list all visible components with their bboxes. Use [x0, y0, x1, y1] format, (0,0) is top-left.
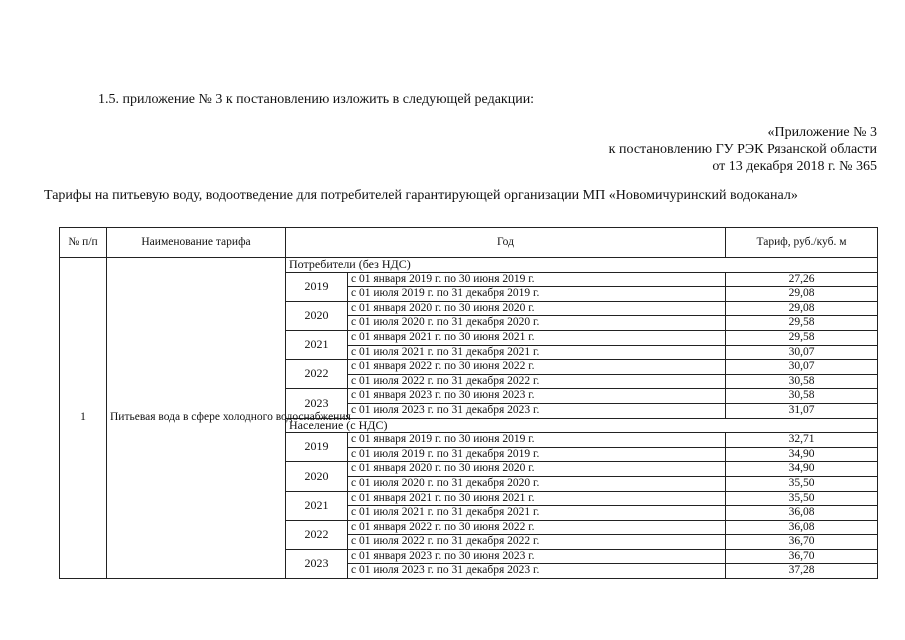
- tariff-value-cell: 36,70: [726, 535, 878, 550]
- amendment-intro: 1.5. приложение № 3 к постановлению изложить в следующей редакции:: [98, 92, 535, 107]
- period-cell: с 01 января 2023 г. по 30 июня 2023 г.: [348, 389, 726, 404]
- year-cell: 2021: [286, 330, 348, 359]
- tariff-value-cell: 30,58: [726, 374, 878, 389]
- appendix-header: [609, 124, 877, 175]
- header-tariff-value: Тариф, руб./куб. м: [726, 228, 878, 258]
- period-cell: с 01 января 2023 г. по 30 июня 2023 г.: [348, 549, 726, 564]
- period-cell: с 01 января 2019 г. по 30 июня 2019 г.: [348, 433, 726, 448]
- period-cell: с 01 июля 2020 г. по 31 декабря 2020 г.: [348, 476, 726, 491]
- tariff-value-cell: 27,26: [726, 272, 878, 287]
- year-cell: 2019: [286, 272, 348, 301]
- appendix-line-1: «Приложение № 3: [767, 125, 877, 140]
- period-cell: с 01 января 2020 г. по 30 июня 2020 г.: [348, 301, 726, 316]
- period-cell: с 01 января 2020 г. по 30 июня 2020 г.: [348, 462, 726, 477]
- document-title: Тарифы на питьевую воду, водоотведение для потребителей гарантирующей организации МП «Новомичуринский водоканал»: [44, 188, 798, 203]
- period-cell: с 01 июля 2022 г. по 31 декабря 2022 г.: [348, 535, 726, 550]
- tariff-table-body: [60, 258, 878, 579]
- period-cell: с 01 января 2021 г. по 30 июня 2021 г.: [348, 330, 726, 345]
- period-cell: с 01 июля 2020 г. по 31 декабря 2020 г.: [348, 316, 726, 331]
- year-cell: 2023: [286, 549, 348, 578]
- consumer-group-label: Население (с НДС): [286, 418, 878, 433]
- tariff-value-cell: 37,28: [726, 564, 878, 579]
- period-cell: с 01 июля 2023 г. по 31 декабря 2023 г.: [348, 564, 726, 579]
- consumer-group-label: Потребители (без НДС): [286, 258, 878, 273]
- year-cell: 2020: [286, 462, 348, 491]
- tariff-value-cell: 36,70: [726, 549, 878, 564]
- tariff-value-cell: 29,58: [726, 316, 878, 331]
- period-cell: с 01 января 2021 г. по 30 июня 2021 г.: [348, 491, 726, 506]
- period-cell: с 01 июля 2023 г. по 31 декабря 2023 г.: [348, 403, 726, 418]
- tariff-value-cell: 35,50: [726, 491, 878, 506]
- tariff-value-cell: 35,50: [726, 476, 878, 491]
- appendix-line-2: к постановлению ГУ РЭК Рязанской области: [608, 142, 877, 157]
- year-cell: 2020: [286, 301, 348, 330]
- tariff-name: Питьевая вода в сфере холодного водоснабжения: [107, 258, 286, 579]
- tariff-value-cell: 30,58: [726, 389, 878, 404]
- tariff-value-cell: 34,90: [726, 447, 878, 462]
- tariff-table: [59, 227, 878, 579]
- tariff-value-cell: 34,90: [726, 462, 878, 477]
- tariff-value-cell: 29,08: [726, 301, 878, 316]
- period-cell: с 01 июля 2021 г. по 31 декабря 2021 г.: [348, 506, 726, 521]
- tariff-value-cell: 30,07: [726, 360, 878, 375]
- header-number: № п/п: [60, 228, 107, 258]
- year-cell: 2021: [286, 491, 348, 520]
- group-row: [60, 258, 878, 273]
- table-header-row: [60, 228, 878, 258]
- period-cell: с 01 июля 2021 г. по 31 декабря 2021 г.: [348, 345, 726, 360]
- period-cell: с 01 января 2022 г. по 30 июня 2022 г.: [348, 360, 726, 375]
- appendix-line-3: от 13 декабря 2018 г. № 365: [712, 159, 877, 174]
- period-cell: с 01 июля 2019 г. по 31 декабря 2019 г.: [348, 447, 726, 462]
- tariff-value-cell: 30,07: [726, 345, 878, 360]
- tariff-value-cell: 36,08: [726, 506, 878, 521]
- tariff-value-cell: 29,58: [726, 330, 878, 345]
- period-cell: с 01 января 2019 г. по 30 июня 2019 г.: [348, 272, 726, 287]
- tariff-value-cell: 32,71: [726, 433, 878, 448]
- period-cell: с 01 января 2022 г. по 30 июня 2022 г.: [348, 520, 726, 535]
- header-year: Год: [286, 228, 726, 258]
- row-number: 1: [60, 258, 107, 579]
- tariff-value-cell: 29,08: [726, 287, 878, 302]
- year-cell: 2022: [286, 360, 348, 389]
- year-cell: 2022: [286, 520, 348, 549]
- year-cell: 2019: [286, 433, 348, 462]
- header-tariff-name: Наименование тарифа: [107, 228, 286, 258]
- year-cell: 2023: [286, 389, 348, 418]
- period-cell: с 01 июля 2019 г. по 31 декабря 2019 г.: [348, 287, 726, 302]
- tariff-value-cell: 36,08: [726, 520, 878, 535]
- period-cell: с 01 июля 2022 г. по 31 декабря 2022 г.: [348, 374, 726, 389]
- tariff-value-cell: 31,07: [726, 403, 878, 418]
